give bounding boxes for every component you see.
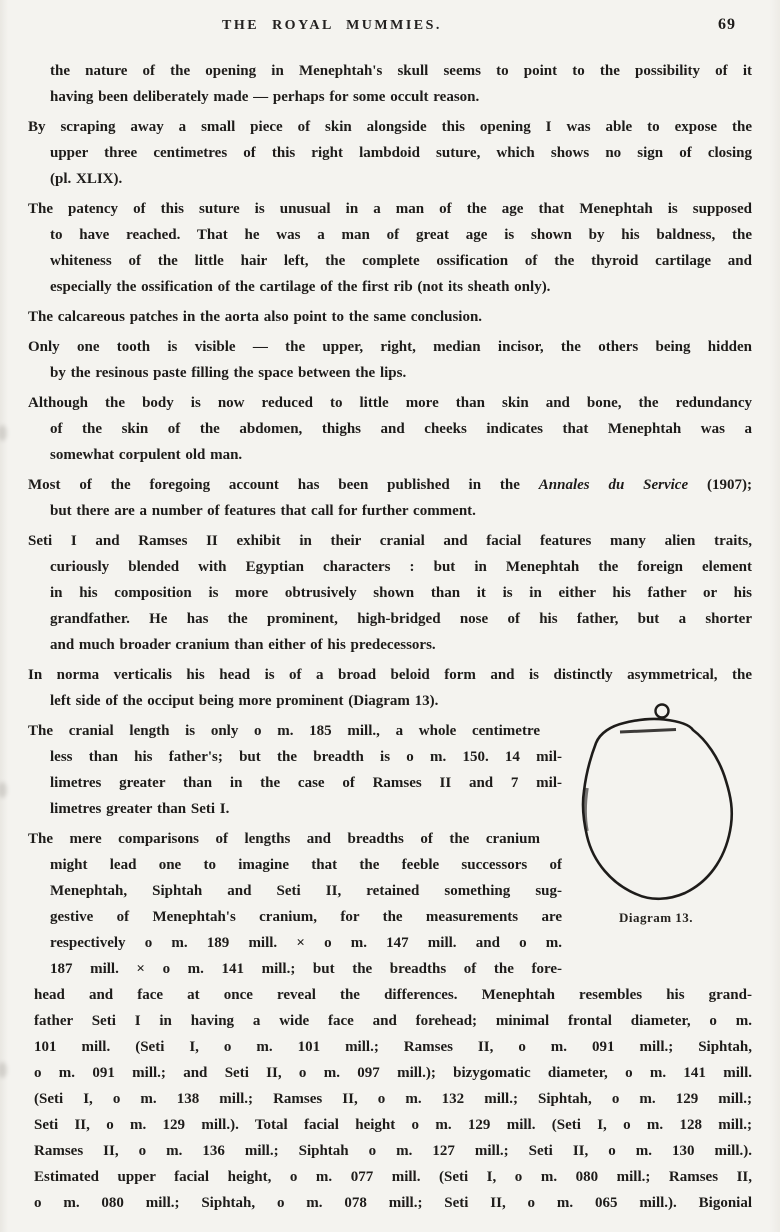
text-line: The patency of this suture is unusual in a man of the age that Menephtah is supposed bbox=[28, 201, 752, 217]
text-line: The calcareous patches in the aorta also point to the same conclusion. bbox=[28, 309, 483, 325]
page-number: 69 bbox=[718, 16, 736, 33]
text-line: Only one tooth is visible — the upper, right, median incisor, the others being hidden bbox=[28, 339, 752, 355]
text-line: Although the body is now reduced to little more than skin and bone, the redundancy bbox=[28, 395, 752, 411]
text-line: Seti II, o m. 129 mill.). Total facial height o m. 129 mill. (Seti I, o m. 128 mill.; bbox=[34, 1117, 752, 1133]
text-line: by the resinous paste filling the space between the lips. bbox=[50, 365, 407, 381]
figure-diagram-13 bbox=[564, 698, 748, 926]
text-line: to have reached. That he was a man of great age is shown by his baldness, the bbox=[50, 227, 752, 243]
text-line: By scraping away a small piece of skin alongside this opening I was able to expose the bbox=[28, 119, 752, 135]
text-line: (Seti I, o m. 138 mill.; Ramses II, o m. 132 mill.; Siphtah, o m. 129 mill.; bbox=[34, 1091, 752, 1107]
text-line: Estimated upper facial height, o m. 077 mill. (Seti I, o m. 080 mill.; Ramses II, bbox=[34, 1169, 752, 1185]
scan-smudge bbox=[0, 782, 7, 798]
text-line: of the skin of the abdomen, thighs and cheeks indicates that Menephtah was a bbox=[50, 421, 752, 437]
text-line: o m. 091 mill.; and Seti II, o m. 097 mill.); bizygomatic diameter, o m. 141 mill. bbox=[34, 1065, 752, 1081]
text-line: left side of the occiput being more prominent (Diagram 13). bbox=[50, 693, 439, 709]
scan-smudge bbox=[0, 1062, 7, 1078]
text-line: in his composition is more obtrusively shown than it is in either his father or his bbox=[50, 585, 752, 601]
text-line: Ramses II, o m. 136 mill.; Siphtah o m. 127 mill.; Seti II, o m. 130 mill.). bbox=[34, 1143, 752, 1159]
text-line: Seti I and Ramses II exhibit in their cranial and facial features many alien traits, bbox=[28, 533, 752, 549]
text-line: limetres greater than Seti I. bbox=[50, 801, 230, 817]
text-line: might lead one to imagine that the feeble successors of bbox=[50, 857, 562, 873]
text-block bbox=[28, 58, 752, 1216]
text-line: 187 mill. × o m. 141 mill.; but the breadths of the fore- bbox=[50, 961, 562, 977]
text-line: especially the ossification of the cartilage of the first rib (not its sheath only). bbox=[50, 279, 551, 295]
text-line: In norma verticalis his head is of a broad beloid form and is distinctly asymmetrical, the bbox=[28, 667, 752, 683]
text-line: the nature of the opening in Menephtah's skull seems to point to the possibility of it bbox=[50, 63, 752, 79]
text-line: and much broader cranium than either of his predecessors. bbox=[50, 637, 436, 653]
text-line: gestive of Menephtah's cranium, for the measurements are bbox=[50, 909, 562, 925]
page-title: THE ROYAL MUMMIES. bbox=[222, 18, 442, 33]
text-line: The mere comparisons of lengths and breadths of the cranium bbox=[28, 831, 540, 847]
text-line: o m. 080 mill.; Siphtah, o m. 078 mill.; Seti II, o m. 065 mill.). Bigonial bbox=[34, 1195, 752, 1211]
text-line: head and face at once reveal the differences. Menephtah resembles his grand- bbox=[34, 987, 752, 1003]
text-line: whiteness of the little hair left, the complete ossification of the thyroid cartilage and bbox=[50, 253, 752, 269]
text-line: Menephtah, Siphtah and Seti II, retained something sug- bbox=[50, 883, 562, 899]
text-line: grandfather. He has the prominent, high-bridged nose of his father, but a shorter bbox=[50, 611, 752, 627]
text-line: father Seti I in having a wide face and forehead; minimal frontal diameter, o m. bbox=[34, 1013, 752, 1029]
text-line: Most of the foregoing account has been published in the Annales du Service (1907); bbox=[28, 477, 752, 493]
scan-smudge bbox=[0, 425, 7, 441]
text-line: but there are a number of features that call for further comment. bbox=[50, 503, 476, 519]
text-line: upper three centimetres of this right lambdoid suture, which shows no sign of closing bbox=[50, 145, 752, 161]
text-line: curiously blended with Egyptian characters : but in Menephtah the foreign element bbox=[50, 559, 752, 575]
text-line: limetres greater than in the case of Ramses II and 7 mil- bbox=[50, 775, 562, 791]
text-line: somewhat corpulent old man. bbox=[50, 447, 243, 463]
cranium-outline-icon bbox=[566, 698, 746, 906]
text-line: 101 mill. (Seti I, o m. 101 mill.; Ramses II, o m. 091 mill.; Siphtah, bbox=[34, 1039, 752, 1055]
figure-caption: Diagram 13. bbox=[618, 910, 694, 925]
text-line: less than his father's; but the breadth is o m. 150. 14 mil- bbox=[50, 749, 562, 765]
text-line: (pl. XLIX). bbox=[50, 171, 123, 187]
text-line: respectively o m. 189 mill. × o m. 147 mill. and o m. bbox=[50, 935, 562, 951]
text-line: having been deliberately made — perhaps for some occult reason. bbox=[50, 89, 480, 105]
text-line: The cranial length is only o m. 185 mill., a whole centimetre bbox=[28, 723, 540, 739]
